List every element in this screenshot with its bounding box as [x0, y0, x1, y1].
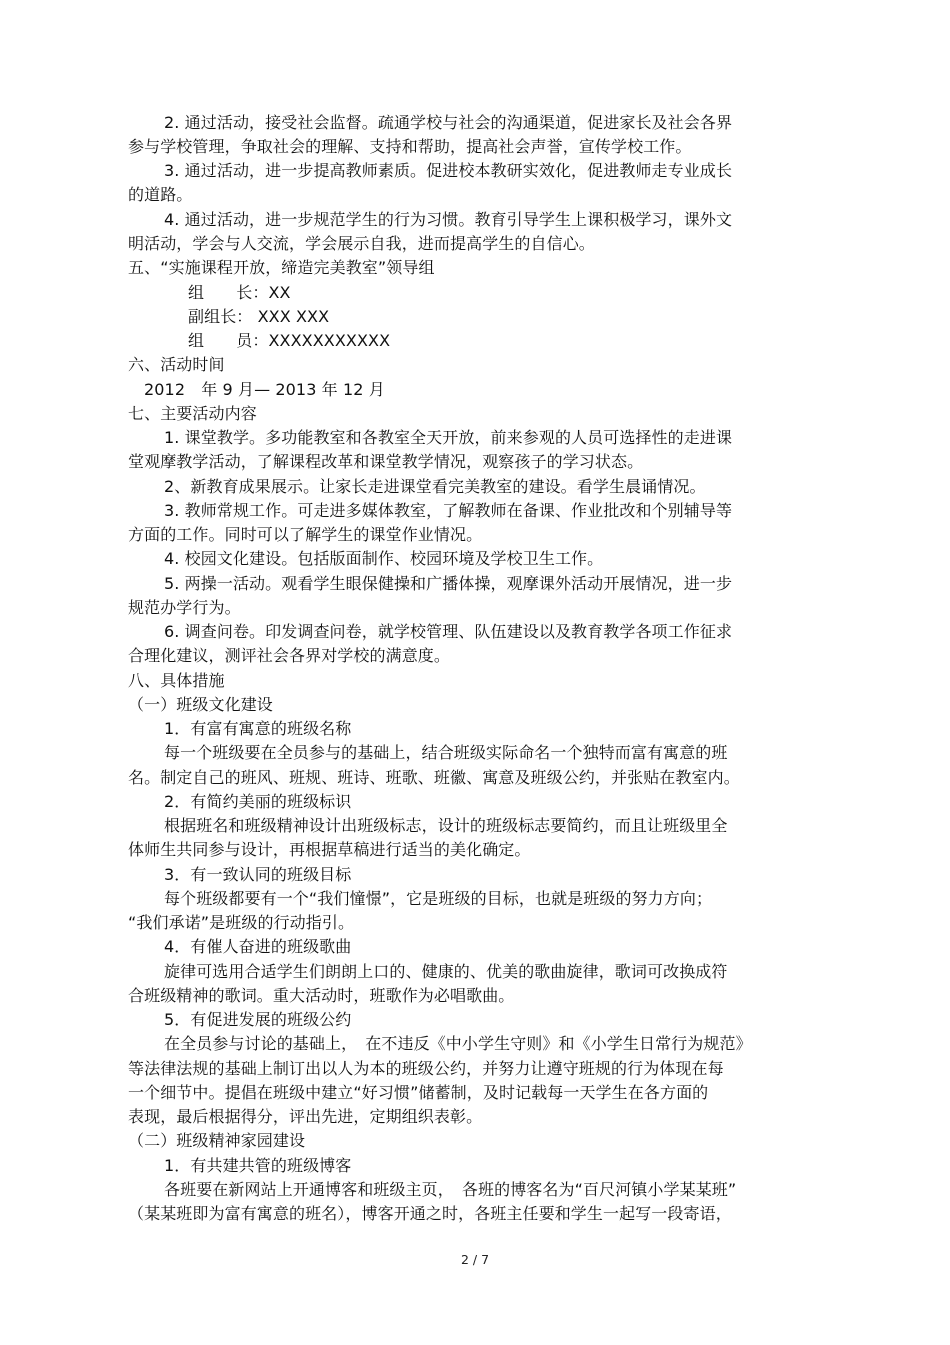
- text-line: （某某班即为富有寓意的班名），博客开通之时，各班主任要和学生一起写一段寄语，: [128, 1204, 732, 1223]
- text-line: 名。制定自己的班风、班规、班诗、班歌、班徽、寓意及班级公约，并张贴在教室内。: [128, 768, 740, 787]
- text-line: 明活动，学会与人交流，学会展示自我，进而提高学生的自信心。: [128, 234, 595, 253]
- text-line: 4. 通过活动，进一步规范学生的行为习惯。教育引导学生上课积极学习，课外文: [164, 210, 733, 229]
- item-heading: 1．有富有寓意的班级名称: [164, 719, 352, 738]
- text-line: 在全员参与讨论的基础上， 在不违反《中小学生守则》和《小学生日常行为规范》: [164, 1034, 752, 1053]
- item-heading: 4．有催人奋进的班级歌曲: [164, 937, 352, 956]
- section-heading: 五、“实施课程开放，缔造完美教室”领导组: [128, 258, 435, 277]
- text-line: 方面的工作。同时可以了解学生的课堂作业情况。: [128, 525, 483, 544]
- text-line: 旋律可选用合适学生们朗朗上口的、健康的、优美的歌曲旋律，歌词可改换成符: [164, 962, 728, 981]
- text-line: 堂观摩教学活动，了解课程改革和课堂教学情况，观察孩子的学习状态。: [128, 452, 644, 471]
- text-line: 每一个班级要在全员参与的基础上，结合班级实际命名一个独特而富有寓意的班: [164, 743, 728, 762]
- text-line: 组 长：XX: [188, 283, 291, 302]
- item-heading: 3．有一致认同的班级目标: [164, 865, 352, 884]
- text-line: 规范办学行为。: [128, 598, 241, 617]
- text-line: 4. 校园文化建设。包括版面制作、校园环境及学校卫生工作。: [164, 549, 604, 568]
- text-line: 合班级精神的歌词。重大活动时，班歌作为必唱歌曲。: [128, 986, 515, 1005]
- text-line: 参与学校管理，争取社会的理解、支持和帮助，提高社会声誉，宣传学校工作。: [128, 137, 692, 156]
- text-line: 的道路。: [128, 185, 193, 204]
- text-line: 合理化建议，测评社会各界对学校的满意度。: [128, 646, 451, 665]
- section-heading: 六、活动时间: [128, 355, 225, 374]
- text-line: 组 员：XXXXXXXXXXX: [188, 331, 391, 350]
- text-line: 体师生共同参与设计，再根据草稿进行适当的美化确定。: [128, 840, 531, 859]
- text-line: 等法律法规的基础上制订出以人为本的班级公约，并努力让遵守班规的行为体现在每: [128, 1059, 724, 1078]
- text-line: 表现，最后根据得分，评出先进，定期组织表彰。: [128, 1107, 483, 1126]
- text-line: 根据班名和班级精神设计出班级标志，设计的班级标志要简约，而且让班级里全: [164, 816, 728, 835]
- text-line: 副组长： XXX XXX: [188, 307, 330, 326]
- text-line: 一个细节中。提倡在班级中建立“好习惯”储蓄制，及时记载每一天学生在各方面的: [128, 1083, 709, 1102]
- section-heading: 八、具体措施: [128, 671, 225, 690]
- text-line: 1. 课堂教学。多功能教室和各教室全天开放，前来参观的人员可选择性的走进课: [164, 428, 733, 447]
- page-number: 2 / 7: [460, 1252, 490, 1267]
- text-line: 6. 调查问卷。印发调查问卷，就学校管理、队伍建设以及教育教学各项工作征求: [164, 622, 733, 641]
- text-line: 3. 教师常规工作。可走进多媒体教室，了解教师在备课、作业批改和个别辅导等: [164, 501, 733, 520]
- item-heading: 1．有共建共管的班级博客: [164, 1156, 352, 1175]
- text-line: 2012 年 9 月— 2013 年 12 月: [144, 380, 385, 399]
- text-line: “我们承诺”是班级的行动指引。: [128, 913, 355, 932]
- section-heading: 七、主要活动内容: [128, 404, 257, 423]
- text-line: 各班要在新网站上开通博客和班级主页， 各班的博客名为“百尺河镇小学某某班”: [164, 1180, 737, 1199]
- subsection-heading: （二）班级精神家园建设: [128, 1131, 306, 1150]
- text-line: 3. 通过活动，进一步提高教师素质。促进校本教研实效化，促进教师走专业成长: [164, 161, 733, 180]
- text-line: 2、新教育成果展示。让家长走进课堂看完美教室的建设。看学生晨诵情况。: [164, 477, 706, 496]
- item-heading: 5．有促进发展的班级公约: [164, 1010, 352, 1029]
- item-heading: 2．有简约美丽的班级标识: [164, 792, 352, 811]
- text-line: 5. 两操一活动。观看学生眼保健操和广播体操，观摩课外活动开展情况，进一步: [164, 574, 733, 593]
- text-line: 每个班级都要有一个“我们憧憬”，它是班级的目标，也就是班级的努力方向；: [164, 889, 713, 908]
- subsection-heading: （一）班级文化建设: [128, 695, 273, 714]
- text-line: 2. 通过活动，接受社会监督。疏通学校与社会的沟通渠道，促进家长及社会各界: [164, 113, 733, 132]
